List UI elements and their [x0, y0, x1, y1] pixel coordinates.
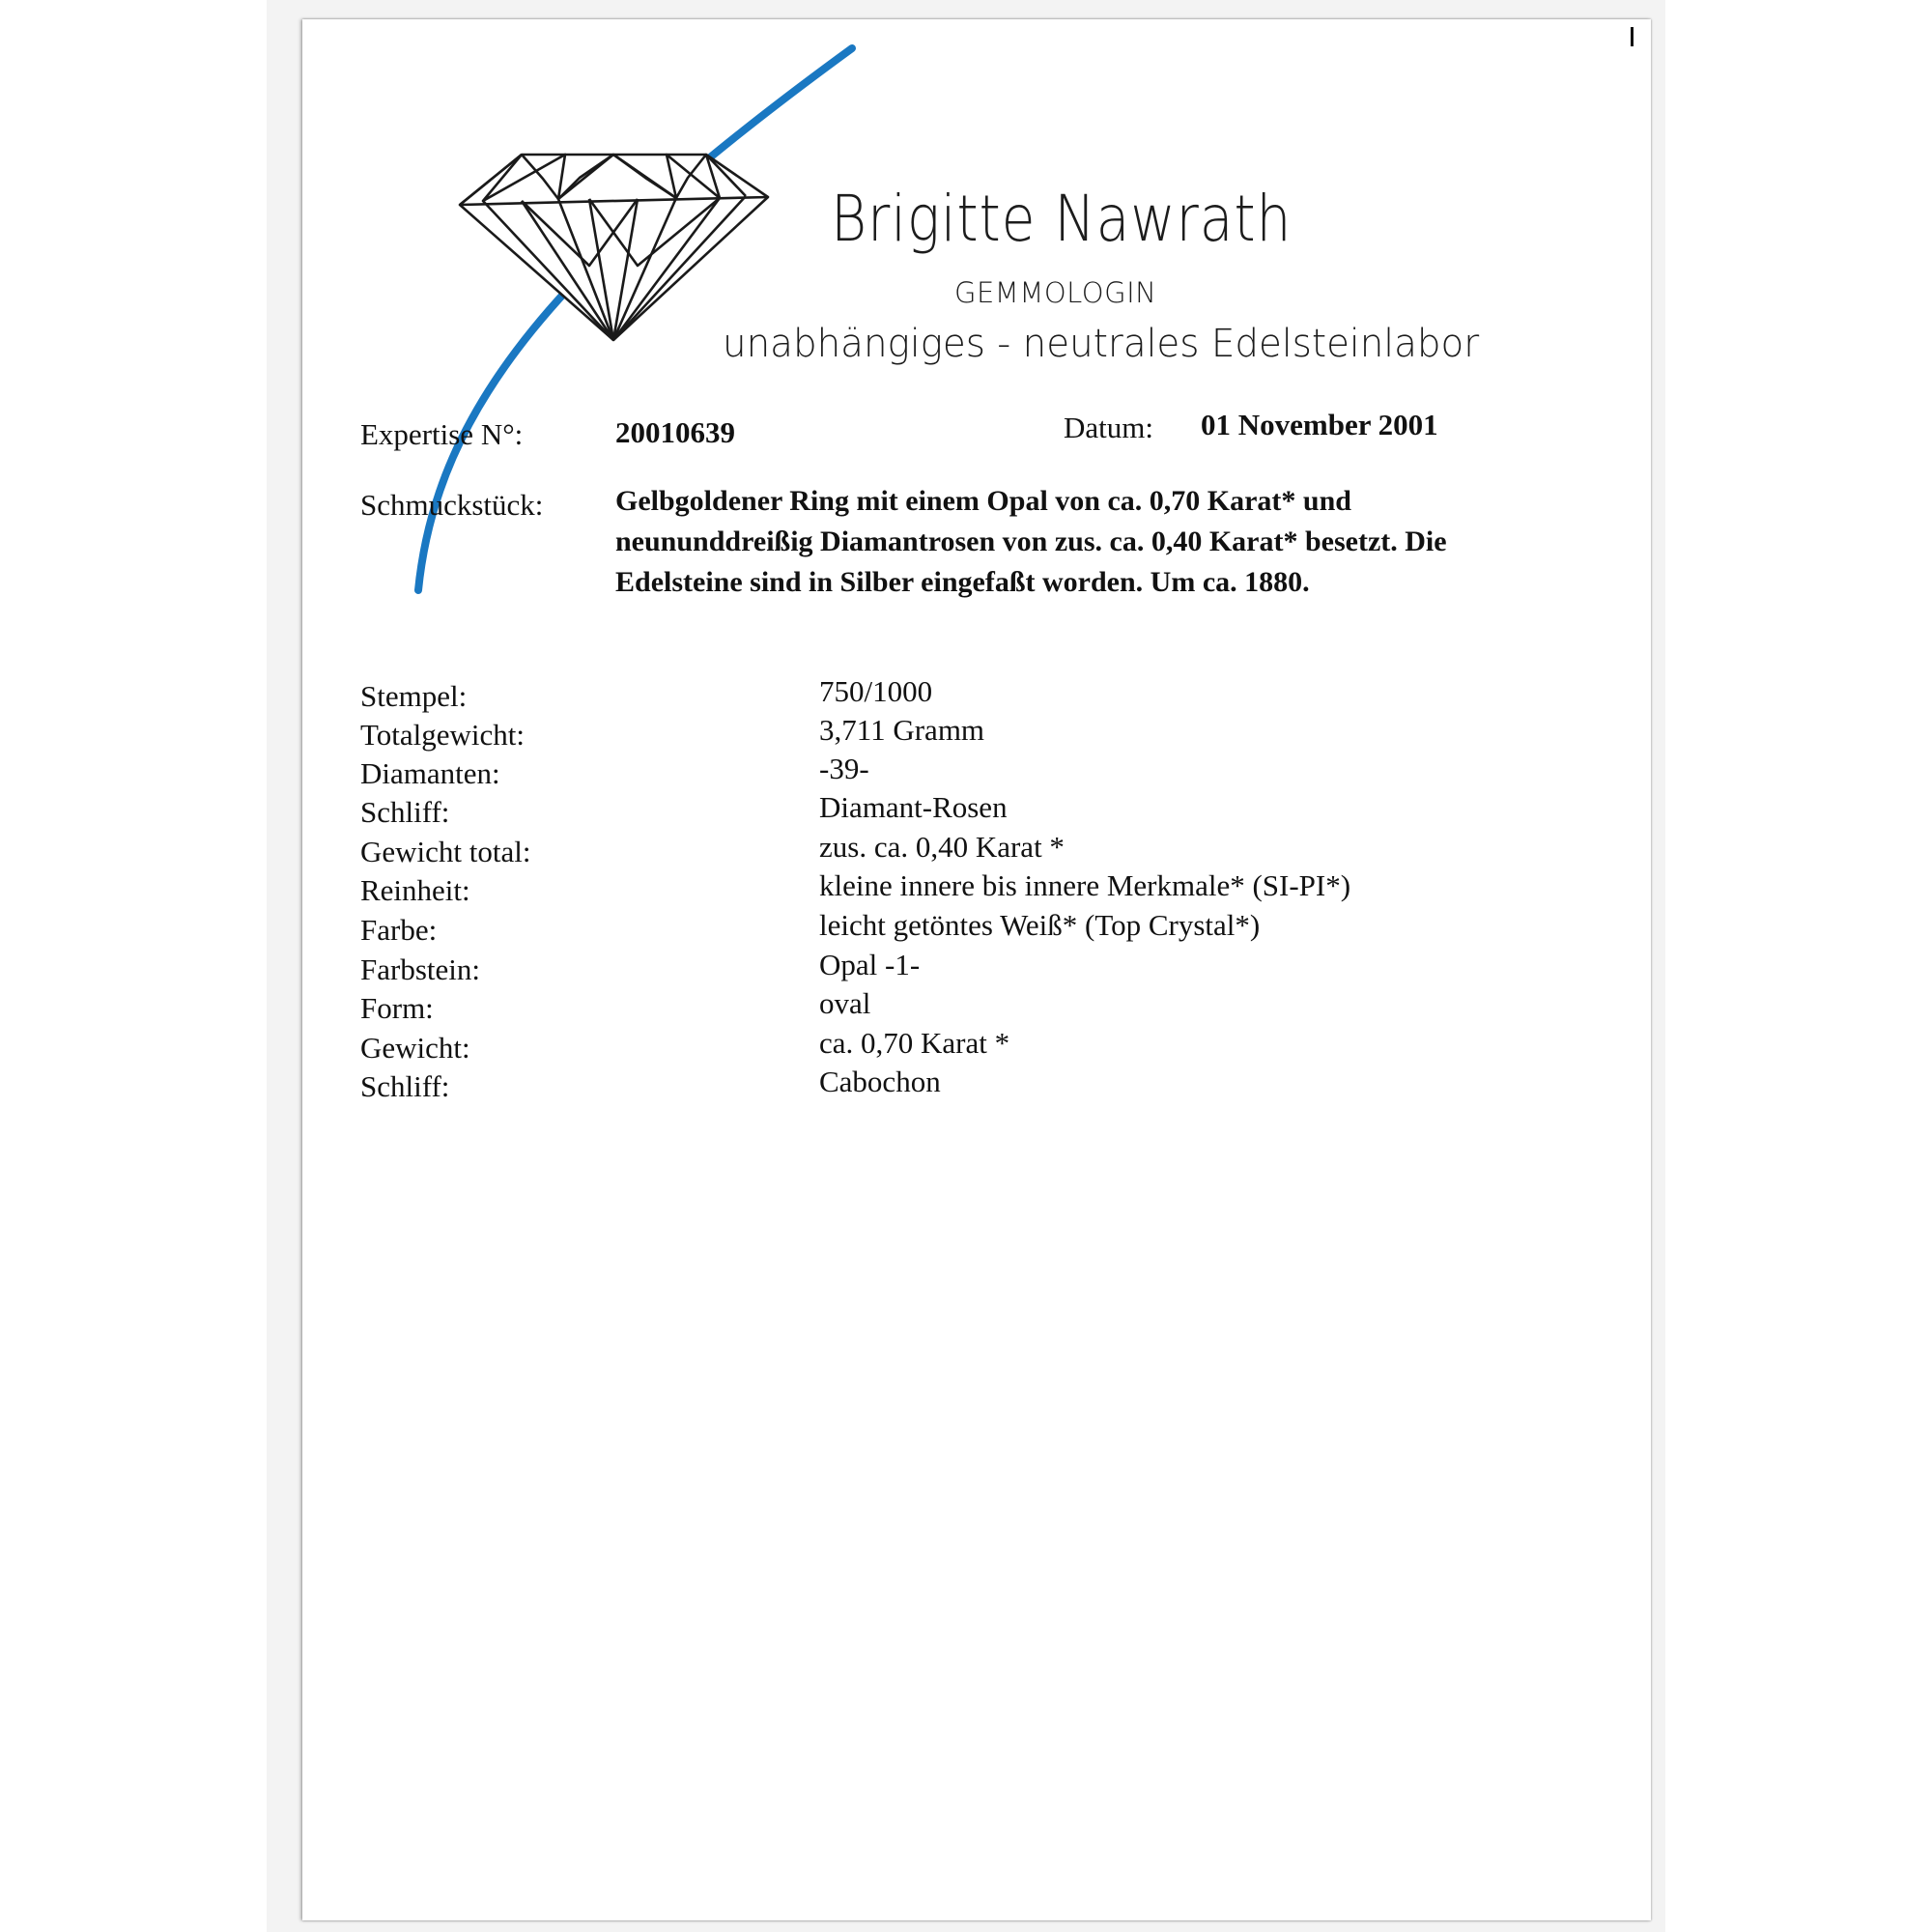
property-label: Gewicht:	[360, 1031, 470, 1065]
property-row	[360, 1026, 1423, 1069]
property-row	[360, 868, 1423, 912]
property-value: leicht getöntes Weiß* (Top Crystal*)	[819, 908, 1261, 942]
date-value: 01 November 2001	[1201, 408, 1438, 441]
property-label: Form:	[360, 991, 434, 1025]
property-row	[360, 674, 1423, 718]
property-row	[360, 790, 1423, 834]
lab-tagline: unabhängiges - neutrales Edelsteinlabor	[723, 322, 1480, 366]
property-row	[360, 948, 1423, 991]
property-label: Schliff:	[360, 795, 450, 829]
property-label: Farbstein:	[360, 952, 480, 986]
lab-subtitle: GEMMOLOGIN	[954, 276, 1157, 309]
property-value: zus. ca. 0,40 Karat *	[819, 830, 1065, 864]
property-value: 3,711 Gramm	[819, 713, 985, 747]
property-row	[360, 830, 1423, 873]
expertise-number: 20010639	[615, 415, 735, 449]
property-value: Opal -1-	[819, 948, 921, 981]
property-value: oval	[819, 986, 871, 1020]
piece-label: Schmuckstück:	[360, 488, 544, 522]
property-value: Diamant-Rosen	[819, 790, 1008, 824]
property-value: -39-	[819, 752, 869, 785]
expertise-label: Expertise N°:	[360, 417, 524, 451]
piece-description	[615, 481, 1447, 603]
description-line: Gelbgoldener Ring mit einem Opal von ca. 0,70 Karat* und	[615, 485, 1351, 517]
property-value: ca. 0,70 Karat *	[819, 1026, 1010, 1060]
property-value: kleine innere bis innere Merkmale* (SI-PI*)	[819, 868, 1351, 902]
property-row	[360, 1065, 1423, 1108]
property-row	[360, 986, 1423, 1030]
date-label: Datum:	[1064, 411, 1153, 444]
description-line: Edelsteine sind in Silber eingefaßt worden. Um ca. 1880.	[615, 566, 1310, 598]
property-label: Farbe:	[360, 913, 438, 947]
property-value: 750/1000	[819, 674, 933, 708]
lab-name: Brigitte Nawrath	[831, 182, 1293, 256]
property-row	[360, 713, 1423, 756]
property-label: Gewicht total:	[360, 835, 531, 868]
property-value: Cabochon	[819, 1065, 941, 1098]
property-label: Reinheit:	[360, 873, 470, 907]
property-label: Diamanten:	[360, 756, 500, 790]
diamond-icon	[460, 155, 768, 340]
description-line: neununddreißig Diamantrosen von zus. ca. 0,40 Karat* besetzt. Die	[615, 526, 1447, 557]
property-label: Totalgewicht:	[360, 718, 526, 752]
property-row	[360, 752, 1423, 795]
property-label: Schliff:	[360, 1069, 450, 1103]
property-label: Stempel:	[360, 679, 468, 713]
property-row	[360, 908, 1423, 952]
